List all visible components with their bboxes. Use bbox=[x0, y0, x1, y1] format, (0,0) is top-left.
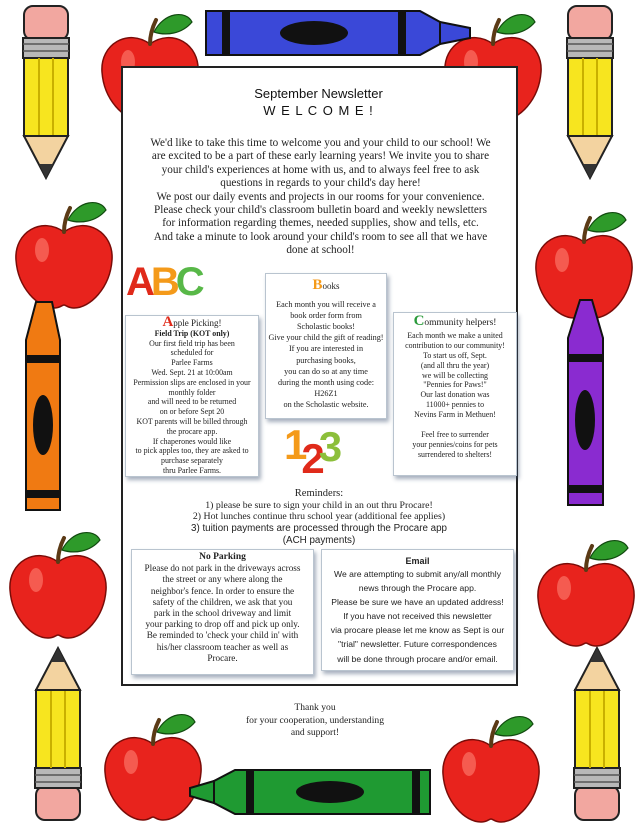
reminder-item: 3) tuition payments are processed through the Procare app bbox=[191, 523, 447, 535]
reminder-item: (ACH payments) bbox=[282, 534, 356, 546]
intro-paragraph bbox=[128, 137, 513, 258]
reminders-section bbox=[150, 488, 488, 547]
apple-bottom-left bbox=[105, 715, 201, 820]
intro-line: And take a minute to look around your child's room to see all that we have bbox=[153, 230, 488, 243]
no-parking-card: No Parking Please do not park in the driveways across the street or any where along the neighbor's fence. In order to ensure the safety of the children, we ask that you park in the school driveway and limit your parking to drop off and pick up only. Be reminded to 'check your child in' with his/her classroom teacher as well as Procare. bbox=[131, 549, 314, 675]
letter-c: C bbox=[175, 260, 205, 304]
apple-right-2 bbox=[538, 541, 634, 646]
intro-line: are excited to be a part of these early learning years! We invite you to share bbox=[151, 150, 490, 163]
letter-b: B bbox=[150, 260, 180, 304]
newsletter-title: September Newsletter bbox=[254, 86, 383, 101]
reminder-item: 1) please be sure to sign your child in an out thru Procare! bbox=[205, 499, 433, 511]
reminders-heading: Reminders: bbox=[294, 488, 344, 499]
pencil-bottom-left bbox=[35, 648, 81, 820]
books-heading: Books bbox=[312, 277, 340, 293]
crayon-green-bottom bbox=[190, 770, 430, 814]
intro-line: for information regarding themes, needed supplies, show and tells, etc. bbox=[162, 217, 479, 230]
intro-line: questions in regards to your child's day here! bbox=[220, 177, 421, 190]
intro-line: done at school! bbox=[286, 244, 355, 257]
apple-left-1 bbox=[16, 203, 112, 308]
crayon-blue-top bbox=[206, 11, 470, 55]
apple-picking-card: Apple Picking! Field Trip (KOT only) Our first field trip has been scheduled for Parlee Farms Wed. Sept. 21 at 10:00am Permission slips are enclosed in your monthly folder and will need to be returned on or before Sept 20 KOT parents will be billed through the procare app. If chaperones would like to pick apples too, they are asked to purchase separately thru Parlee Farms. bbox=[125, 315, 259, 477]
no-parking-heading: No Parking bbox=[199, 552, 246, 562]
thank-you-note: Thank you for your cooperation, understanding and support! bbox=[245, 702, 384, 739]
email-card: Email We are attempting to submit any/all monthly news through the Procare app. Please be sure we have an updated address! If you have not received this newsletter via procare please let me know as Sept is our "trial" newsletter. Future correspondences will be done through procare and/or email. bbox=[321, 549, 514, 671]
number-2: 2 bbox=[301, 435, 325, 482]
community-helpers-card: Community helpers! Each month we make a united contribution to our community! To start us off, Sept. (and all thru the year) we will be collecting "Pennies for Paws!" Our last donation was 11000+ pennies to Nevins Farm in Methuen! Feel free to surrender your pennies/coins for pets surrendered to shelters! bbox=[393, 312, 517, 476]
crayon-purple-right bbox=[568, 300, 603, 505]
numbers-graphic bbox=[284, 421, 343, 482]
apple-picking-heading: Apple Picking! bbox=[162, 314, 222, 330]
books-card: Books Each month you will receive a book order form from Scholastic books! Give your child the gift of reading! If you are interested in purchasing books, you can do so at any time during the month using code: H26Z1 on the Scholastic website. bbox=[265, 273, 387, 419]
number-3: 3 bbox=[318, 423, 343, 470]
number-1: 1 bbox=[284, 421, 308, 468]
welcome-heading: W E L C O M E ! bbox=[263, 103, 374, 118]
intro-line: We'd like to take this time to welcome you and your child to our school! We bbox=[150, 137, 491, 149]
abc-graphic bbox=[126, 262, 205, 302]
intro-line: We post our daily events and projects in our rooms for your convenience. bbox=[156, 190, 485, 203]
intro-line: your child's experiences at home with us, and to always feel free to ask bbox=[161, 163, 480, 176]
pencil-bottom-right bbox=[574, 648, 620, 820]
apple-left-2 bbox=[10, 533, 106, 638]
community-heading: Community helpers! bbox=[413, 313, 497, 329]
intro-line: Please check your child's classroom bulletin board and weekly newsletters bbox=[154, 204, 487, 217]
letter-a: A bbox=[126, 260, 155, 304]
email-heading: Email bbox=[405, 556, 430, 566]
reminder-item: 2) Hot lunches continue thru school year (additional fee applies) bbox=[192, 511, 446, 523]
crayon-orange-left bbox=[26, 302, 60, 510]
apple-bottom-right bbox=[443, 717, 539, 822]
